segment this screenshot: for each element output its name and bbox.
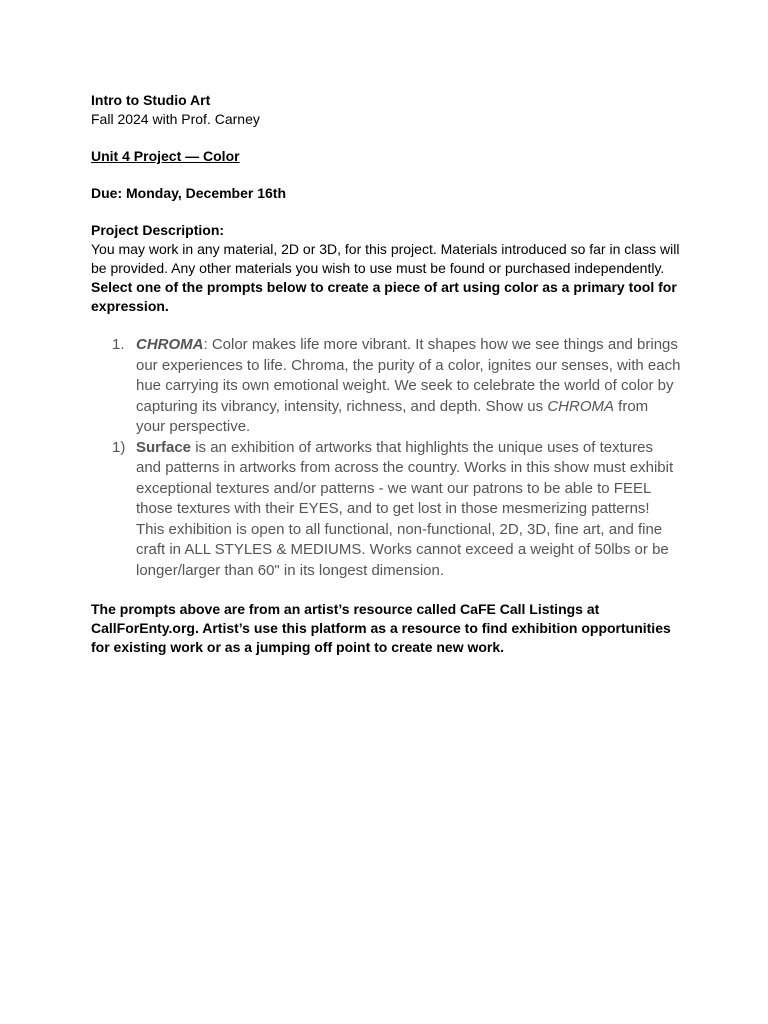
prompt-item-chroma	[91, 335, 681, 438]
prompt-term: Surface	[136, 438, 192, 456]
prompt-list	[91, 335, 681, 581]
course-title: Intro to Studio Art	[91, 92, 211, 108]
closing-note: The prompts above are from an artist’s resource called CaFE Call Listings at CallForEnty.org. Artist’s use this platform as a resource to find exhibition opportunities for existing work or as a jumping off point to create new work.	[91, 601, 671, 655]
prompt-term-repeat: CHROMA	[547, 397, 614, 415]
term-line: Fall 2024 with Prof. Carney	[91, 111, 260, 127]
prompt-text: is an exhibition of artworks that highlights the unique uses of textures and patterns in artworks from across the country. Works in this show must exhibit exceptional textures and/or patterns - we want our patrons to be able to FEEL those textures with their EYES, and to get lost in those mesmerizing patterns! This exhibition is open to all functional, non-functional, 2D, 3D, fine art, and fine craft in ALL STYLES & MEDIUMS. Works cannot exceed a weight of 50lbs or be longer/larger than 60" in its longest dimension.	[136, 438, 674, 579]
prompt-instruction: Select one of the prompts below to create a piece of art using color as a primary tool for expression.	[91, 279, 677, 314]
description-text: You may work in any material, 2D or 3D, for this project. Materials introduced so far in class will be provided. Any other materials you wish to use must be found or purchased independently.	[91, 241, 680, 276]
prompt-text-end: from your perspective.	[136, 397, 649, 435]
list-marker: 1.	[112, 336, 125, 353]
prompt-term: CHROMA	[136, 336, 204, 353]
prompt-text: : Color makes life more vibrant. It shapes how we see things and brings our experiences to life. Chroma, the purity of a color, ignites our senses, with each hue carrying its own emotional weight. We seek to celebrate the world of color by capturing its vibrancy, intensity, richness, and depth. Show us	[136, 336, 681, 415]
due-date: Due: Monday, December 16th	[91, 185, 287, 201]
project-title: Unit 4 Project — Color	[91, 148, 240, 164]
list-marker: 1)	[112, 438, 126, 456]
document-page	[91, 91, 681, 657]
prompt-item-surface	[91, 438, 681, 582]
description-heading: Project Description:	[91, 222, 225, 238]
